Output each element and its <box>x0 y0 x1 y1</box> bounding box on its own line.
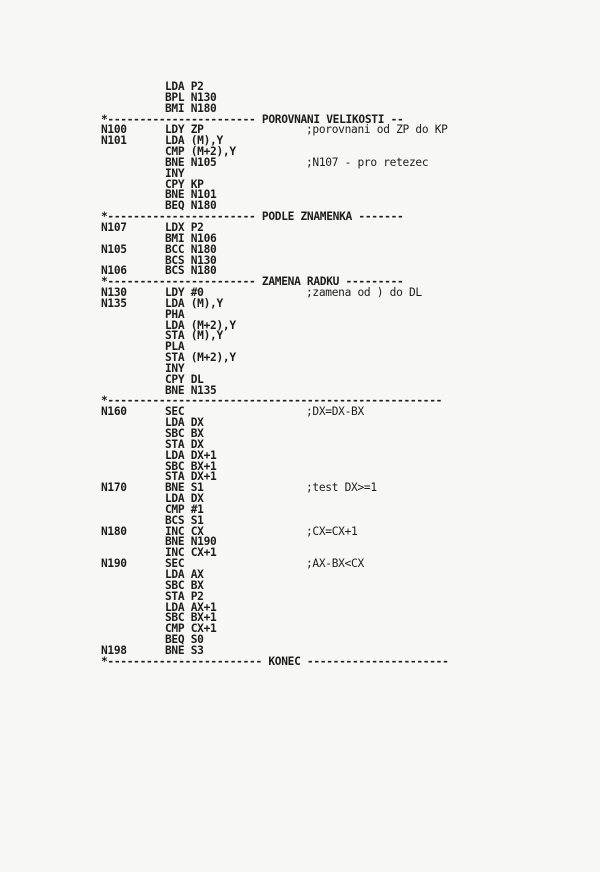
line-label: N170 <box>101 481 127 495</box>
line-label: N190 <box>101 557 127 571</box>
instruction: PHA <box>165 307 185 321</box>
line-label: N135 <box>101 296 127 310</box>
instruction: PLA <box>165 340 185 354</box>
separator-text: *------------------------ KONEC ---------------------- <box>101 654 449 668</box>
instruction: INY <box>165 166 185 180</box>
instruction: CPY KP <box>165 177 204 191</box>
instruction: SEC <box>165 557 185 571</box>
instruction: BEQ N180 <box>165 199 217 213</box>
instruction: LDA DX <box>165 492 204 506</box>
instruction: SBC BX <box>165 427 204 440</box>
instruction: BNE N105 <box>165 155 217 169</box>
instruction: SEC <box>165 405 185 419</box>
instruction: BCS N180 <box>165 264 217 278</box>
instruction: LDA P2 <box>165 80 204 93</box>
instruction: SBC BX+1 <box>165 459 217 473</box>
instruction: LDA AX+1 <box>165 600 217 614</box>
line-label: N130 <box>101 286 127 300</box>
line-label: N100 <box>101 123 127 137</box>
instruction: STA (M),Y <box>165 329 223 343</box>
instruction: BMI N180 <box>165 101 217 115</box>
separator-text: *----------------------- PODLE ZNAMENKA ------- <box>101 210 404 224</box>
line-comment: ;DX=DX-BX <box>306 405 364 419</box>
separator-text: *----------------------- POROVNANI VELIKOSTI -- <box>101 112 404 126</box>
line-label: N107 <box>101 220 127 234</box>
instruction: CMP CX+1 <box>165 622 217 636</box>
line-label: N180 <box>101 524 127 538</box>
line-comment: ;zamena od ) do DL <box>306 286 422 300</box>
instruction: SBC BX <box>165 578 204 592</box>
instruction: INY <box>165 361 185 375</box>
instruction: BMI N106 <box>165 231 217 245</box>
instruction: CMP (M+2),Y <box>165 145 236 159</box>
instruction: BNE N101 <box>165 188 217 202</box>
instruction: BCS N130 <box>165 253 217 267</box>
instruction: LDA DX+1 <box>165 448 217 462</box>
instruction: LDA (M+2),Y <box>165 318 236 332</box>
separator-text: *----------------------- ZAMENA RADKU --------- <box>101 275 404 289</box>
instruction: LDX P2 <box>165 220 204 234</box>
line-label: N198 <box>101 643 127 657</box>
line-label: N105 <box>101 242 127 256</box>
instruction: STA (M+2),Y <box>165 351 236 365</box>
instruction: BNE S3 <box>165 643 204 657</box>
separator-text: *---------------------------------------------------- <box>101 394 443 408</box>
instruction: LDA DX <box>165 416 204 430</box>
instruction: INC CX+1 <box>165 546 217 560</box>
line-label: N101 <box>101 134 127 148</box>
line-label: N160 <box>101 405 127 419</box>
instruction: STA DX+1 <box>165 470 217 484</box>
instruction: INC CX <box>165 524 204 538</box>
line-comment: ;CX=CX+1 <box>306 524 358 538</box>
line-comment: ;AX-BX<CX <box>306 557 364 571</box>
instruction: BPL N130 <box>165 90 217 104</box>
instruction: CMP #1 <box>165 502 204 516</box>
instruction: STA P2 <box>165 589 204 603</box>
instruction: CPY DL <box>165 372 204 386</box>
instruction: LDY ZP <box>165 123 204 137</box>
instruction: LDA (M),Y <box>165 134 223 148</box>
line-comment: ;porovnani od ZP do KP <box>306 123 448 137</box>
instruction: BNE N135 <box>165 383 217 397</box>
instruction: SBC BX+1 <box>165 611 217 625</box>
instruction: BNE S1 <box>165 481 204 495</box>
instruction: BCC N180 <box>165 242 217 256</box>
instruction: LDA (M),Y <box>165 296 223 310</box>
instruction: STA DX <box>165 437 204 451</box>
instruction: BEQ S0 <box>165 633 204 647</box>
line-comment: ;N107 - pro retezec <box>306 155 429 169</box>
line-comment: ;test DX>=1 <box>306 481 377 495</box>
instruction: BNE N190 <box>165 535 217 549</box>
line-label: N106 <box>101 264 127 278</box>
instruction: BCS S1 <box>165 513 204 527</box>
instruction: LDY #0 <box>165 286 204 300</box>
instruction: LDA AX <box>165 567 204 581</box>
